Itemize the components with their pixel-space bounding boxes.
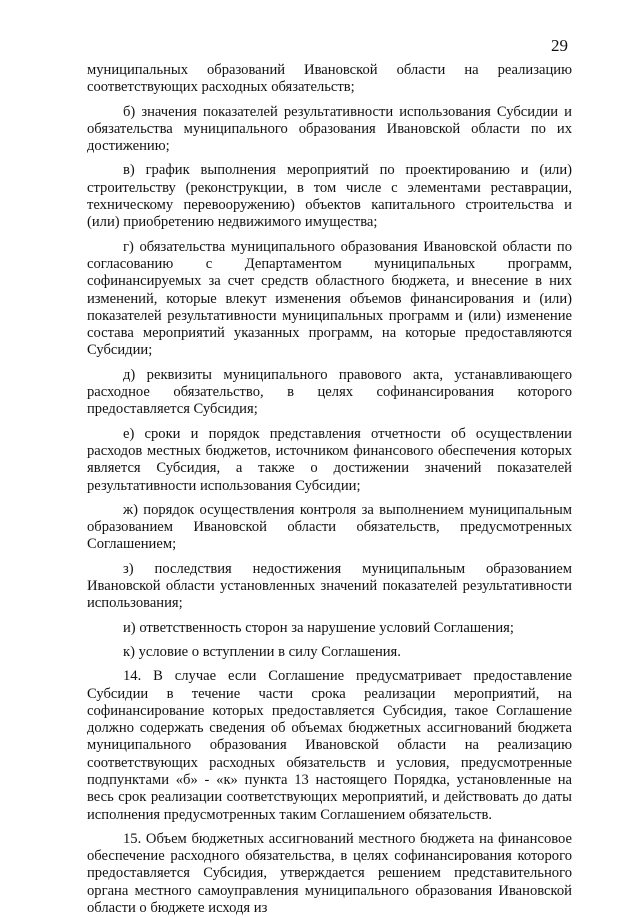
- paragraph-continuation: муниципальных образований Ивановской области на реализацию соответствующих расходных обязательств;: [87, 62, 572, 96]
- page-number: 29: [551, 36, 568, 55]
- paragraph-item-b: б) значения показателей результативности использования Субсидии и обязательства муниципального образования Ивановской области по их достижению;: [87, 103, 572, 155]
- paragraph-clause-14: 14. В случае если Соглашение предусматривает предоставление Субсидии в течение части срока реализации мероприятий, на софинансирование которых предоставляется Субсидия, такое Соглашение должно содержать сведения об объемах бюджетных ассигнований бюджета муниципального образования Ивановской области на реализацию соответствующих расходных обязательств и условия, предусмотренные подпунктами «б» - «к» пункта 13 настоящего Порядка, установленные на весь срок реализации соответствующих мероприятий, и действовать до даты исполнения предусмотренных таким Соглашением обязательств.: [87, 668, 572, 823]
- paragraph-clause-15: 15. Объем бюджетных ассигнований местного бюджета на финансовое обеспечение расходного обязательства, в целях софинансирования которого предоставляется Субсидия, утверждается решением представительного органа местного самоуправления муниципального образования Ивановской области о бюджете исходя из: [87, 830, 572, 917]
- paragraph-item-i: и) ответственность сторон за нарушение условий Соглашения;: [123, 619, 514, 636]
- paragraph-item-z: з) последствия недостижения муниципальным образованием Ивановской области установленных значений показателей результативности использования;: [87, 560, 572, 612]
- document-body: [87, 62, 572, 917]
- paragraph-item-d: д) реквизиты муниципального правового акта, устанавливающего расходное обязательство, в целях софинансирования которого предоставляется Субсидия;: [87, 366, 572, 418]
- paragraph-item-e: е) сроки и порядок представления отчетности об осуществлении расходов местных бюджетов, источником финансового обеспечения которых является Субсидия, а также о достижении значений показателей результативности использования Субсидии;: [87, 425, 572, 494]
- paragraph-item-k: к) условие о вступлении в силу Соглашения.: [123, 643, 401, 660]
- paragraph-item-g: г) обязательства муниципального образования Ивановской области по согласованию с Департаментом муниципальных программ, софинансируемых за счет средств областного бюджета, и внесение в них изменений, которые влекут изменения объемов финансирования и (или) показателей результативности муниципальных программ и (или) изменение состава мероприятий указанных программ, на которые предоставляются Субсидии;: [87, 238, 572, 359]
- paragraph-item-v: в) график выполнения мероприятий по проектированию и (или) строительству (реконструкции, в том числе с элементами реставрации, техническому перевооружению) объектов капитального строительства и (или) приобретению недвижимого имущества;: [87, 162, 572, 231]
- paragraph-item-zh: ж) порядок осуществления контроля за выполнением муниципальным образованием Ивановской области обязательств, предусмотренных Соглашением;: [87, 501, 572, 553]
